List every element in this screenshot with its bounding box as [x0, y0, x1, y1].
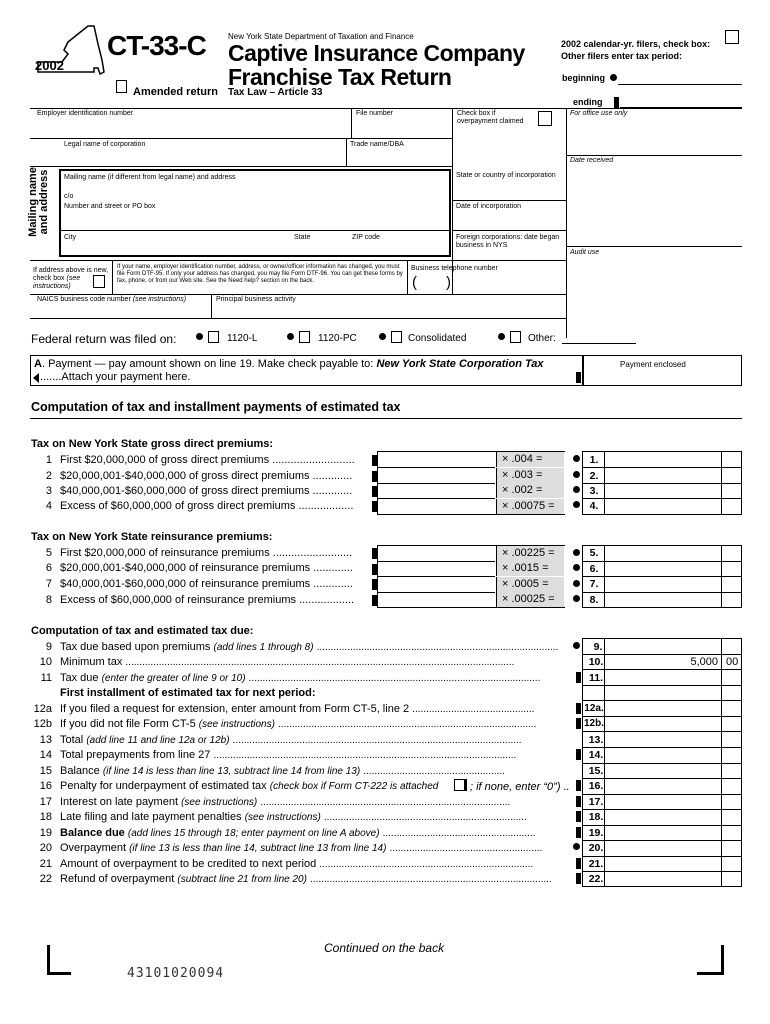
- federal-other-label: Other:: [528, 333, 556, 344]
- line-2-number: 2: [45, 470, 52, 482]
- line-9-dot-icon: [573, 642, 580, 649]
- tax-law-article: Tax Law – Article 33: [228, 87, 323, 98]
- naics-label: NAICS business code number (see instructions): [37, 296, 187, 303]
- line-11-text: Tax due (enter the greater of line 9 or 10) .........................................................................................................: [60, 672, 541, 684]
- co-label: c/o: [64, 193, 74, 200]
- line-9-label: 9.: [593, 641, 603, 653]
- principal-activity-label: Principal business activity: [216, 296, 296, 303]
- line-7-text: $40,000,001-$60,000,000 of reinsurance premiums .............: [60, 578, 353, 590]
- line-12b-text: If you did not file Form CT-5 (see instructions) .............................................................................................: [60, 718, 537, 730]
- federal-return-label: Federal return was filed on:: [31, 332, 177, 346]
- line-5-label: 5.: [589, 547, 599, 559]
- line-3-rate: × .002 =: [496, 483, 564, 498]
- line-12a-marker-icon: [576, 703, 581, 714]
- line-10-label: 10.: [588, 656, 604, 668]
- line-5-amount-field[interactable]: [605, 546, 720, 561]
- line-4-amount-field[interactable]: [605, 499, 720, 514]
- line-1-text: First $20,000,000 of gross direct premiums ...........................: [60, 454, 355, 466]
- line-22-marker-icon: [576, 873, 581, 884]
- line-17-number: 17: [39, 796, 52, 808]
- line-8-amount-field[interactable]: [605, 592, 720, 607]
- trade-name-label: Trade name/DBA: [350, 141, 404, 148]
- line-6-rate: × .0015 =: [496, 561, 564, 576]
- line-18-number: 18: [39, 811, 52, 823]
- line-7-amount-field[interactable]: [605, 577, 720, 592]
- federal-1120pc-marker-icon: [287, 333, 294, 340]
- line-20-number: 20: [39, 842, 52, 854]
- payment-marker-icon: [576, 372, 581, 383]
- line-12b-amount-field[interactable]: [605, 717, 720, 732]
- line-8-text: Excess of $60,000,000 of reinsurance premiums ..................: [60, 594, 355, 606]
- line-6-amount-field[interactable]: [605, 561, 720, 576]
- line-1-label: 1.: [589, 454, 599, 466]
- line-3-dot-icon: [573, 486, 580, 493]
- new-york-state-map-icon: [28, 22, 108, 86]
- file-number-label: File number: [356, 110, 393, 117]
- overpayment-checkbox[interactable]: [538, 111, 552, 126]
- phone-label: Business telephone number: [411, 265, 498, 272]
- line-12b-label: 12b.: [583, 718, 604, 729]
- line-21-label: 21.: [588, 858, 604, 870]
- line-21-amount-field[interactable]: [605, 856, 720, 871]
- line-18-marker-icon: [576, 811, 581, 822]
- state-incorporation-label: State or country of incorporation: [456, 172, 556, 179]
- amended-return-label: Amended return: [133, 86, 218, 98]
- line-22-amount-field[interactable]: [605, 872, 720, 886]
- line-3-amount-field[interactable]: [605, 483, 720, 498]
- line-9-number: 9: [45, 641, 52, 653]
- line-2-premium-field[interactable]: [380, 468, 494, 483]
- line-9-amount-field[interactable]: [605, 639, 720, 654]
- line-6-premium-field[interactable]: [380, 561, 494, 576]
- line-21-number: 21: [39, 858, 52, 870]
- ct222-marker-icon: [464, 779, 467, 791]
- line-3-number: 3: [45, 485, 52, 497]
- line-12a-amount-field[interactable]: [605, 701, 720, 716]
- line-3-text: $40,000,001-$60,000,000 of gross direct premiums .............: [60, 485, 353, 497]
- phone-field[interactable]: [420, 274, 560, 292]
- mailing-name-label: Mailing name (if different from legal name) and address: [64, 174, 236, 181]
- line-5-dot-icon: [573, 549, 580, 556]
- line-14-text: Total prepayments from line 27 .............................................................................................................: [60, 749, 517, 761]
- line-2-rate: × .003 =: [496, 468, 564, 483]
- mailing-address-box: [59, 169, 451, 257]
- line-1-premium-field[interactable]: [380, 452, 494, 467]
- line-13-number: 13: [39, 734, 52, 746]
- office-use-label: For office use only: [570, 110, 628, 117]
- line-22-label: 22.: [588, 873, 604, 885]
- tax-year: 2002: [35, 58, 64, 73]
- state-label: State: [294, 234, 311, 241]
- line-2-text: $20,000,001-$40,000,000 of gross direct premiums .............: [60, 470, 353, 482]
- line-8-number: 8: [45, 594, 52, 606]
- ending-marker-icon: [614, 97, 619, 108]
- line-20-amount-field[interactable]: [605, 841, 720, 856]
- line-4-label: 4.: [589, 500, 599, 512]
- federal-1120l-label: 1120-L: [227, 333, 258, 344]
- line-6-text: $20,000,001-$40,000,000 of reinsurance premiums .............: [60, 562, 353, 574]
- line-12b-marker-icon: [576, 718, 581, 729]
- line-4-premium-field[interactable]: [380, 499, 494, 514]
- line-13-label: 13.: [588, 734, 604, 746]
- date-received-label: Date received: [570, 157, 614, 164]
- continued-on-back: Continued on the back: [324, 941, 445, 955]
- line-2-amount-field[interactable]: [605, 468, 720, 483]
- line-21-text: Amount of overpayment to be credited to next period .............................................................................: [60, 858, 534, 870]
- line-14-amount-field[interactable]: [605, 748, 720, 763]
- line-10-text: Minimum tax ............................................................................................................................................: [60, 656, 515, 668]
- line-3-label: 3.: [589, 485, 599, 497]
- attach-payment-label: .......Attach your payment here.: [40, 371, 191, 383]
- corner-mark-left: [47, 945, 50, 975]
- audit-use-label: Audit use: [570, 249, 600, 256]
- line-7-rate: × .0005 =: [496, 577, 564, 592]
- gross-premiums-heading: Tax on New York State gross direct premiums:: [31, 438, 274, 450]
- line-17-amount-field[interactable]: [605, 794, 720, 809]
- federal-1120l-marker-icon: [196, 333, 203, 340]
- first-installment-heading: First installment of estimated tax for next period:: [60, 687, 316, 699]
- line-16-text: Penalty for underpayment of estimated tax (check box if Form CT-222 is attached: [60, 780, 439, 792]
- federal-other-marker-icon: [498, 333, 505, 340]
- line-19-text: Balance due (add lines 15 through 18; enter payment on line A above) .......................................................: [60, 827, 536, 839]
- line-2-marker-icon: [372, 471, 377, 482]
- line-4-marker-icon: [372, 501, 377, 512]
- line-5-rate: × .00225 =: [496, 546, 564, 561]
- line-8-premium-field[interactable]: [380, 592, 494, 607]
- beginning-label: beginning: [562, 73, 605, 83]
- line-6-marker-icon: [372, 564, 377, 575]
- federal-consolidated-marker-icon: [379, 333, 386, 340]
- line-12a-number: 12a: [33, 703, 52, 715]
- line-8-label: 8.: [589, 594, 599, 606]
- line-11-amount-field[interactable]: [605, 670, 720, 685]
- corner-mark-right: [721, 945, 724, 975]
- reinsurance-heading: Tax on New York State reinsurance premiums:: [31, 531, 273, 543]
- line-1-dot-icon: [573, 455, 580, 462]
- trade-name-field[interactable]: [350, 150, 450, 165]
- city-label: City: [64, 234, 77, 241]
- line-7-label: 7.: [589, 578, 599, 590]
- line-12b-number: 12b: [33, 718, 52, 730]
- federal-other-checkbox[interactable]: [510, 331, 521, 343]
- line-22-text: Refund of overpayment (subtract line 21 from line 20) .......................................................................................: [60, 873, 552, 885]
- line-18-label: 18.: [588, 811, 604, 823]
- ein-label: Employer identification number: [37, 110, 134, 117]
- line-4-text: Excess of $60,000,000 of gross direct premiums ..................: [60, 500, 354, 512]
- line-19-marker-icon: [576, 827, 581, 838]
- address-change-note: If your name, employer identification number, address, or owner/officer information has changed, you must file Form DTF-95. If only your address has changed, you may file Form DTF-96. You can get these forms by fax, phone, or from our Web site. See the Need help? section on the back.: [117, 264, 403, 284]
- line-5-number: 5: [45, 547, 52, 559]
- line-2-label: 2.: [589, 470, 599, 482]
- address-new-label: If address above is new, check box (see instructions): [33, 267, 109, 290]
- line-4-number: 4: [45, 500, 52, 512]
- line-1-rate: × .004 =: [496, 452, 564, 467]
- form-title-line2: Franchise Tax Return: [228, 64, 452, 90]
- date-incorporation-label: Date of incorporation: [456, 203, 521, 210]
- line-15-amount-field[interactable]: [605, 763, 720, 778]
- federal-consolidated-checkbox[interactable]: [391, 331, 402, 343]
- minimum-tax-cents: 00: [726, 656, 739, 668]
- line-14-label: 14.: [588, 749, 604, 761]
- phone-paren-open: (: [412, 274, 417, 291]
- line-16-marker-icon: [576, 780, 581, 791]
- line-21-marker-icon: [576, 858, 581, 869]
- line-6-number: 6: [45, 562, 52, 574]
- line-20-text: Overpayment (if line 13 is less than line 14, subtract line 13 from line 14) .......................................................: [60, 842, 543, 854]
- payment-enclosed-label: Payment enclosed: [620, 360, 686, 369]
- line-18-amount-field[interactable]: [605, 810, 720, 825]
- line-14-marker-icon: [576, 749, 581, 760]
- foreign-corp-label: Foreign corporations: date began business in NYS: [456, 234, 560, 249]
- payment-instruction: A. Payment — pay amount shown on line 19. Make check payable to: New York State Corporation Tax: [34, 358, 544, 370]
- minimum-tax-value: 5,000: [690, 656, 718, 668]
- line-17-marker-icon: [576, 796, 581, 807]
- line-5-text: First $20,000,000 of reinsurance premiums ..........................: [60, 547, 353, 559]
- line-1-number: 1: [45, 454, 52, 466]
- line-8-dot-icon: [573, 595, 580, 602]
- line-13-amount-field[interactable]: [605, 732, 720, 747]
- line-10-number: 10: [39, 656, 52, 668]
- line-1-marker-icon: [372, 455, 377, 466]
- line-8-rate: × .00025 =: [496, 592, 564, 607]
- line-12a-text: If you filed a request for extension, enter amount from Form CT-5, line 2 ............................................: [60, 703, 535, 715]
- amended-return-checkbox[interactable]: [116, 80, 127, 93]
- federal-consolidated-label: Consolidated: [408, 333, 467, 344]
- phone-paren-close: ): [446, 274, 451, 291]
- line-19-number: 19: [39, 827, 52, 839]
- street-label: Number and street or PO box: [64, 203, 156, 210]
- line-11-marker-icon: [576, 672, 581, 683]
- department-name: New York State Department of Taxation and Finance: [228, 32, 414, 41]
- line-11-number: 11: [40, 672, 52, 684]
- federal-other-field[interactable]: [562, 330, 636, 343]
- federal-1120l-checkbox[interactable]: [208, 331, 219, 343]
- line-5-premium-field[interactable]: [380, 546, 494, 561]
- line-1-amount-field[interactable]: [605, 452, 720, 467]
- line-11-label: 11.: [588, 672, 604, 684]
- legal-name-label: Legal name of corporation: [64, 141, 146, 148]
- federal-1120pc-checkbox[interactable]: [299, 331, 310, 343]
- line-20-dot-icon: [573, 843, 580, 850]
- line-3-marker-icon: [372, 486, 377, 497]
- line-18-text: Late filing and late payment penalties (see instructions) .........................................................................: [60, 811, 527, 823]
- line-17-label: 17.: [588, 796, 604, 808]
- line-9-text: Tax due based upon premiums (add lines 1 through 8) .......................................................................................: [60, 641, 559, 653]
- overpayment-label: Check box if overpayment claimed: [457, 110, 524, 125]
- line-6-label: 6.: [589, 563, 599, 575]
- form-barcode-number: 43101020094: [127, 966, 225, 981]
- form-id: CT-33-C: [107, 30, 206, 61]
- line-17-text: Interest on late payment (see instructions) ..........................................................................................: [60, 796, 511, 808]
- ein-field[interactable]: [36, 120, 348, 136]
- line-7-marker-icon: [372, 579, 377, 590]
- section-heading: Computation of tax and installment payments of estimated tax: [31, 400, 401, 414]
- line-6-dot-icon: [573, 564, 580, 571]
- line-3-premium-field[interactable]: [380, 483, 494, 498]
- computation-heading: Computation of tax and estimated tax due:: [31, 625, 254, 637]
- line-16-amount-field[interactable]: [605, 779, 720, 794]
- corner-mark-right-base: [697, 972, 724, 975]
- line-15-number: 15: [39, 765, 52, 777]
- line-20-label: 20.: [588, 842, 604, 854]
- legal-name-field[interactable]: [62, 150, 344, 165]
- beginning-marker-icon: [610, 74, 617, 81]
- attach-arrow-icon: [33, 373, 40, 383]
- line-7-dot-icon: [573, 580, 580, 587]
- line-14-number: 14: [39, 749, 52, 761]
- line-22-number: 22: [39, 873, 52, 885]
- zip-label: ZIP code: [352, 234, 380, 241]
- line-4-rate: × .00075 =: [496, 499, 564, 514]
- address-new-checkbox[interactable]: [93, 275, 105, 288]
- line-8-marker-icon: [372, 595, 377, 606]
- line-19-amount-field[interactable]: [605, 825, 720, 840]
- line-5-marker-icon: [372, 548, 377, 559]
- line-15-label: 15.: [588, 765, 604, 777]
- line-12a-label: 12a.: [584, 703, 604, 714]
- form-title-line1: Captive Insurance Company: [228, 40, 525, 66]
- calendar-year-checkbox[interactable]: [725, 30, 739, 44]
- mailing-side-label: Mailing name and address: [27, 167, 50, 237]
- line-16-text-tail: ; if none, enter “0”) ..: [470, 781, 570, 793]
- other-filers-label: Other filers enter tax period:: [561, 51, 683, 61]
- line-4-dot-icon: [573, 501, 580, 508]
- line-7-premium-field[interactable]: [380, 577, 494, 592]
- line-19-label: 19.: [588, 827, 604, 839]
- corner-mark-left-base: [47, 972, 71, 975]
- federal-1120pc-label: 1120-PC: [318, 333, 357, 344]
- line-16-label: 16.: [588, 780, 604, 792]
- line-15-text: Balance (if line 14 is less than line 13, subtract line 14 from line 13) ...................................................: [60, 765, 505, 777]
- line-16-number: 16: [39, 780, 52, 792]
- calendar-filers-label: 2002 calendar-yr. filers, check box:: [561, 39, 711, 49]
- line-2-dot-icon: [573, 471, 580, 478]
- ending-label: ending: [573, 97, 603, 107]
- line-7-number: 7: [45, 578, 52, 590]
- line-13-text: Total (add line 11 and line 12a or 12b) ........................................................................................................: [60, 734, 522, 746]
